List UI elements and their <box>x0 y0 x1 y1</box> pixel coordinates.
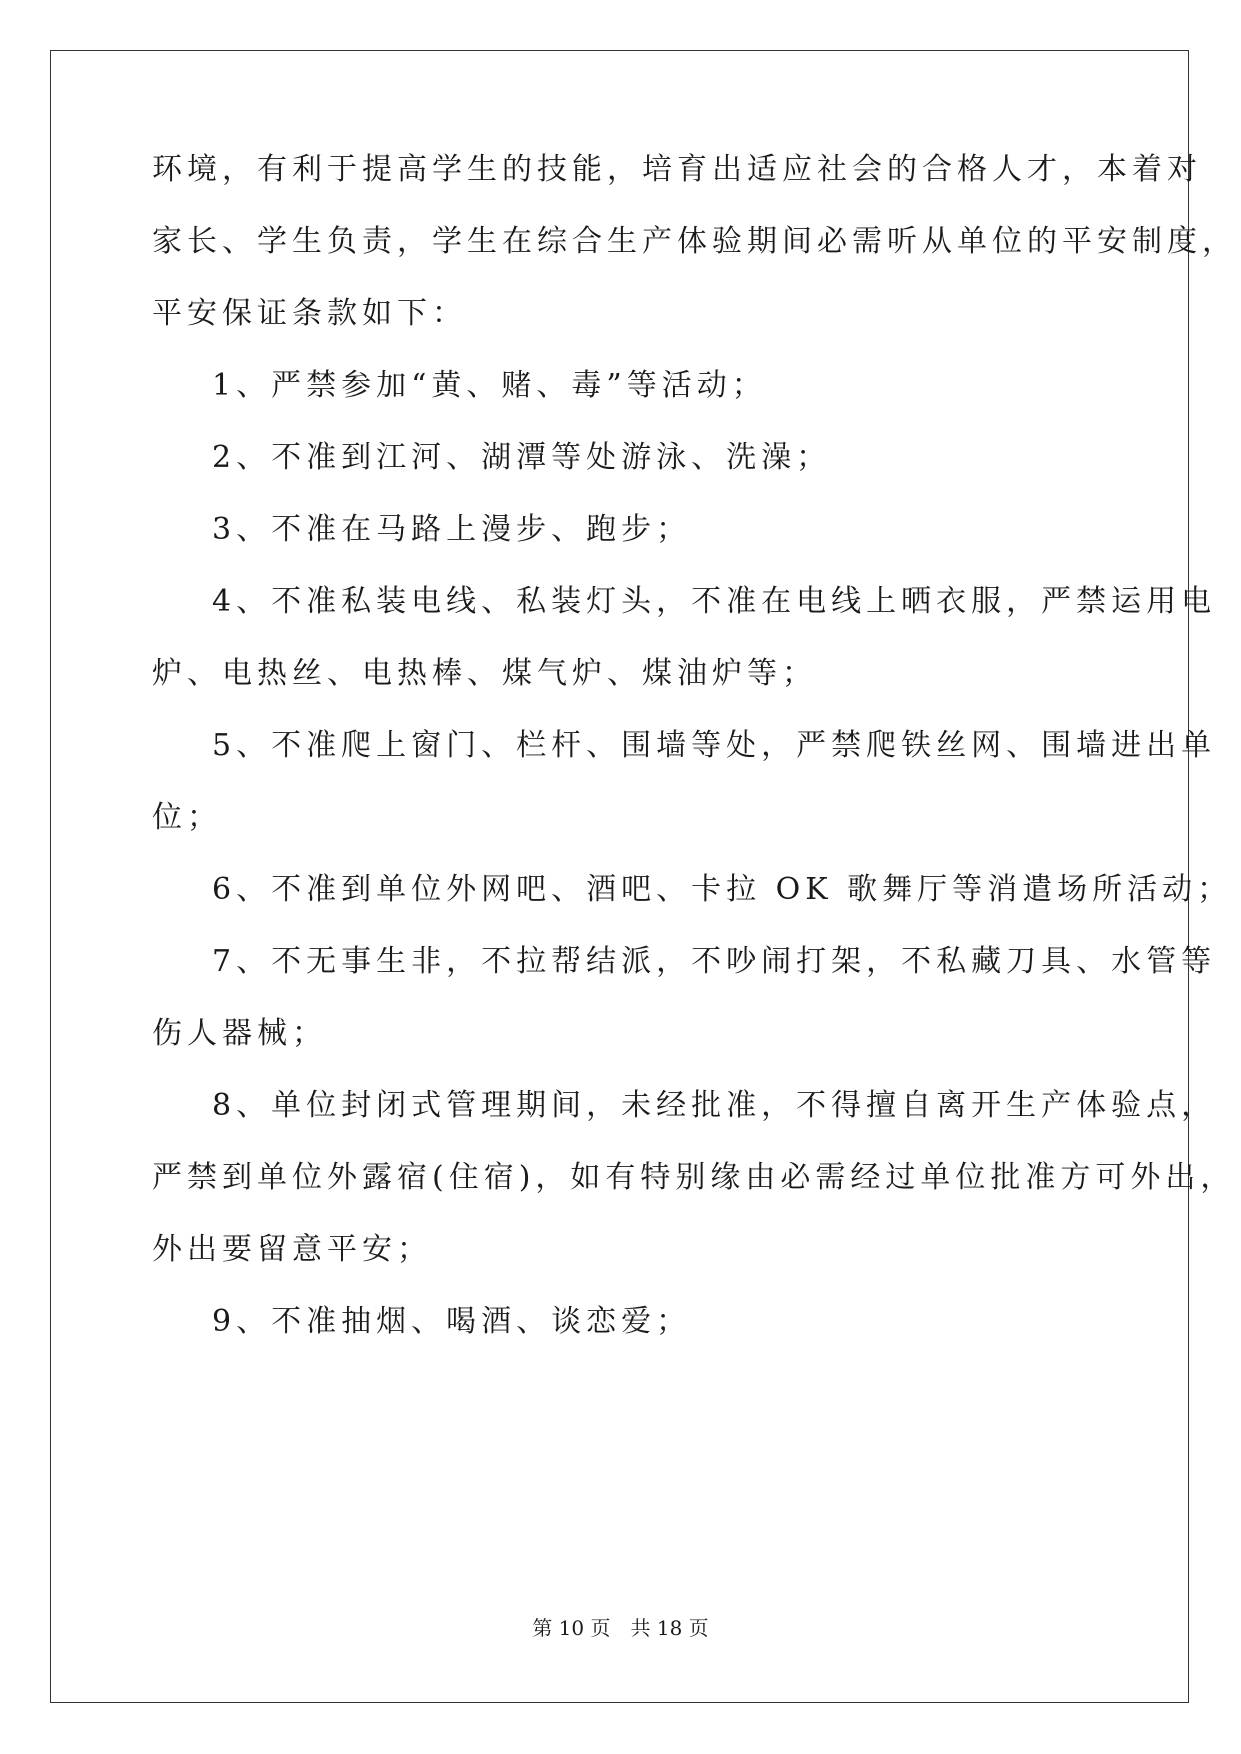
paragraph-line: 平安保证条款如下： <box>152 296 467 331</box>
list-item-4: 4、不准私装电线、私装灯头，不准在电线上晒衣服，严禁运用电 <box>212 584 1217 619</box>
list-item-8-continuation: 外出要留意平安； <box>152 1232 432 1267</box>
list-item-6: 6、不准到单位外网吧、酒吧、卡拉 OK 歌舞厅等消遣场所活动； <box>212 872 1233 907</box>
list-item-1: 1、严禁参加“黄、赌、毒”等活动； <box>212 368 767 403</box>
list-item-5: 5、不准爬上窗门、栏杆、围墙等处，严禁爬铁丝网、围墙进出单 <box>212 728 1217 763</box>
list-item-3: 3、不准在马路上漫步、跑步； <box>212 512 692 547</box>
list-item-9: 9、不准抽烟、喝酒、谈恋爱； <box>212 1304 692 1339</box>
list-item-4-continuation: 炉、电热丝、电热棒、煤气炉、煤油炉等； <box>152 656 817 691</box>
list-item-2: 2、不准到江河、湖潭等处游泳、洗澡； <box>212 440 832 475</box>
page-number-footer: 第 10 页 共 18 页 <box>532 1616 709 1640</box>
list-item-8: 8、单位封闭式管理期间，未经批准，不得擅自离开生产体验点， <box>212 1088 1217 1123</box>
list-item-8-continuation: 严禁到单位外露宿(住宿)，如有特别缘由必需经过单位批准方可外出， <box>152 1160 1236 1195</box>
paragraph-line: 家长、学生负责，学生在综合生产体验期间必需听从单位的平安制度， <box>152 224 1237 259</box>
list-item-5-continuation: 位； <box>152 800 222 835</box>
paragraph-line: 环境，有利于提高学生的技能，培育出适应社会的合格人才，本着对 <box>152 152 1202 187</box>
list-item-7-continuation: 伤人器械； <box>152 1016 327 1051</box>
list-item-7: 7、不无事生非，不拉帮结派，不吵闹打架，不私藏刀具、水管等 <box>212 944 1217 979</box>
